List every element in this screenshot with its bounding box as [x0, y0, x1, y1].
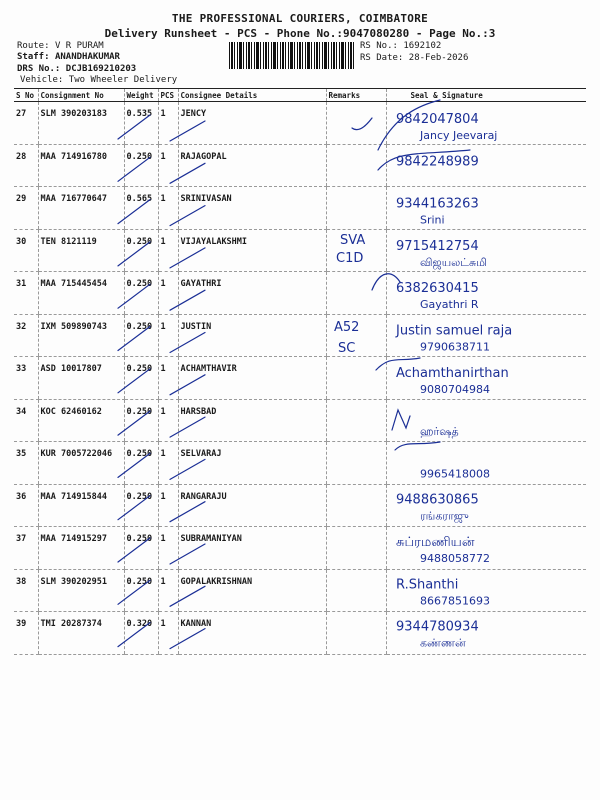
signature-text: 6382630415 — [396, 281, 479, 297]
cell-weight: 0.565 — [124, 187, 158, 230]
drs-value: DCJB169210203 — [65, 64, 137, 74]
col-header-sno: S No — [14, 89, 38, 102]
signature-text: 9344780934 — [396, 619, 479, 635]
cell-sno: 35 — [14, 442, 38, 485]
signature-text: 8667851693 — [420, 594, 490, 608]
cell-signature — [386, 144, 586, 187]
cell-consignee: JUSTIN — [178, 314, 326, 357]
signature-text: 9965418008 — [420, 467, 490, 481]
staff-label: Staff: — [17, 52, 50, 62]
signature-text: 9842248989 — [396, 154, 479, 170]
cell-signature — [386, 357, 586, 400]
cell-remarks — [326, 314, 386, 357]
cell-pcs: 1 — [158, 527, 178, 570]
cell-sno: 32 — [14, 314, 38, 357]
signature-text: Jancy Jeevaraj — [420, 129, 498, 142]
cell-consignee: RANGARAJU — [178, 484, 326, 527]
route-line — [17, 41, 104, 51]
cell-weight: 0.250 — [124, 357, 158, 400]
cell-signature — [386, 569, 586, 612]
rs-no-label: RS No.: — [360, 41, 398, 51]
cell-pcs: 1 — [158, 357, 178, 400]
cell-remarks — [326, 144, 386, 187]
cell-consignee: VIJAYALAKSHMI — [178, 229, 326, 272]
signature-text: R.Shanthi — [396, 577, 459, 593]
cell-consignment: KOC 62460162 — [38, 399, 124, 442]
remark-text: SVA — [340, 233, 366, 248]
cell-pcs: 1 — [158, 272, 178, 315]
cell-weight: 0.250 — [124, 272, 158, 315]
table-row — [14, 102, 586, 145]
remark-text: SC — [338, 341, 356, 356]
signature-text: 9842047804 — [396, 112, 479, 127]
cell-consignment: MAA 714915297 — [38, 527, 124, 570]
vehicle-line — [20, 75, 177, 85]
vehicle-value: Two Wheeler Delivery — [68, 75, 178, 85]
cell-pcs: 1 — [158, 484, 178, 527]
cell-sno: 31 — [14, 272, 38, 315]
cell-consignee: ACHAMTHAVIR — [178, 357, 326, 400]
cell-consignment: MAA 714916780 — [38, 144, 124, 187]
cell-consignee: RAJAGOPAL — [178, 144, 326, 187]
cell-remarks — [326, 102, 386, 145]
cell-pcs: 1 — [158, 314, 178, 357]
cell-weight: 0.250 — [124, 399, 158, 442]
cell-weight: 0.250 — [124, 229, 158, 272]
document-subtitle: Delivery Runsheet - PCS - Phone No.:9047080280 - Page No.:3 — [104, 27, 496, 40]
signature-text: Gayathri R — [420, 298, 479, 312]
cell-consignee: SELVARAJ — [178, 442, 326, 485]
cell-consignee: GOPALAKRISHNAN — [178, 569, 326, 612]
cell-consignment: SLM 390202951 — [38, 569, 124, 612]
signature-text: விஜயலட்சுமி — [420, 255, 488, 269]
signature-text: கண்ணன் — [420, 636, 466, 650]
col-header-pcs: PCS — [158, 89, 178, 102]
cell-sno: 39 — [14, 612, 38, 655]
signature-text: Achamthanirthan — [396, 365, 509, 381]
cell-sno: 30 — [14, 229, 38, 272]
cell-pcs: 1 — [158, 612, 178, 655]
table-row — [14, 442, 586, 485]
table-row — [14, 569, 586, 612]
cell-sno: 29 — [14, 187, 38, 230]
cell-remarks — [326, 272, 386, 315]
table-row — [14, 527, 586, 570]
table-row — [14, 484, 586, 527]
cell-signature — [386, 399, 586, 442]
cell-pcs: 1 — [158, 569, 178, 612]
cell-sno: 27 — [14, 102, 38, 145]
cell-consignment: TEN 8121119 — [38, 229, 124, 272]
signature-text: Srini — [420, 213, 445, 227]
cell-signature — [386, 229, 586, 272]
col-header-remarks: Remarks — [326, 89, 386, 102]
cell-consignee: KANNAN — [178, 612, 326, 655]
cell-consignment: TMI 20287374 — [38, 612, 124, 655]
cell-signature — [386, 442, 586, 485]
cell-signature — [386, 314, 586, 357]
cell-remarks — [326, 442, 386, 485]
cell-pcs: 1 — [158, 399, 178, 442]
table-row — [14, 144, 586, 187]
cell-consignment: SLM 390203183 — [38, 102, 124, 145]
table-row — [14, 187, 586, 230]
cell-consignee: JENCY — [178, 102, 326, 145]
cell-signature — [386, 612, 586, 655]
drs-label: DRS No.: — [17, 64, 61, 74]
cell-remarks — [326, 357, 386, 400]
cell-weight: 0.250 — [124, 144, 158, 187]
cell-signature — [386, 187, 586, 230]
cell-remarks — [326, 229, 386, 272]
staff-line — [17, 52, 120, 62]
cell-consignment: KUR 7005722046 — [38, 442, 124, 485]
cell-pcs: 1 — [158, 102, 178, 145]
cell-pcs: 1 — [158, 229, 178, 272]
cell-sno: 28 — [14, 144, 38, 187]
document-title: THE PROFESSIONAL COURIERS, COIMBATORE — [171, 12, 429, 25]
drs-line — [17, 64, 136, 74]
rs-no-value: 1692102 — [403, 41, 442, 51]
signature-text: Justin samuel raja — [396, 323, 513, 339]
cell-consignment: IXM 509890743 — [38, 314, 124, 357]
signature-text: சுப்ரமணியன் — [396, 535, 475, 550]
cell-signature — [386, 272, 586, 315]
cell-pcs: 1 — [158, 442, 178, 485]
cell-weight: 0.250 — [124, 484, 158, 527]
col-header-signature: Seal & Signature — [386, 89, 586, 102]
cell-sno: 34 — [14, 399, 38, 442]
signature-text: 9715412754 — [396, 238, 479, 254]
cell-remarks — [326, 569, 386, 612]
col-header-consignee: Consignee Details — [178, 89, 326, 102]
cell-consignee: HARSBAD — [178, 399, 326, 442]
cell-pcs: 1 — [158, 187, 178, 230]
signature-text: 9488630865 — [396, 492, 479, 508]
rs-date-line — [360, 53, 468, 63]
cell-weight: 0.250 — [124, 314, 158, 357]
signature-text: 9344163263 — [396, 196, 479, 212]
remark-text: A52 — [334, 320, 360, 335]
rs-date-value: 28-Feb-2026 — [408, 53, 469, 63]
route-value: V R PURAM — [54, 41, 104, 51]
cell-sno: 36 — [14, 484, 38, 527]
cell-consignment: ASD 10017807 — [38, 357, 124, 400]
cell-consignment: MAA 715445454 — [38, 272, 124, 315]
cell-remarks — [326, 187, 386, 230]
signature-text: ஹர்ஷத் — [420, 425, 459, 439]
rs-date-label: RS Date: — [360, 53, 404, 63]
runsheet-table — [14, 88, 586, 655]
cell-signature — [386, 527, 586, 570]
signature-text: 9080704984 — [420, 382, 490, 396]
cell-signature — [386, 484, 586, 527]
col-header-weight: Weight — [124, 89, 158, 102]
barcode-image — [229, 42, 355, 69]
cell-sno: 37 — [14, 527, 38, 570]
table-row — [14, 272, 586, 315]
table-row — [14, 357, 586, 400]
cell-weight: 0.250 — [124, 527, 158, 570]
cell-weight: 0.250 — [124, 442, 158, 485]
cell-weight: 0.535 — [124, 102, 158, 145]
cell-consignment: MAA 716770647 — [38, 187, 124, 230]
cell-sno: 38 — [14, 569, 38, 612]
staff-value: ANANDHAKUMAR — [54, 52, 120, 62]
table-row — [14, 314, 586, 357]
table-row — [14, 612, 586, 655]
col-header-consignment: Consignment No — [38, 89, 124, 102]
table-row — [14, 229, 586, 272]
signature-text: ரங்கராஜு — [420, 509, 469, 523]
route-label: Route: — [17, 41, 50, 51]
cell-remarks — [326, 612, 386, 655]
cell-pcs: 1 — [158, 144, 178, 187]
cell-consignee: SRINIVASAN — [178, 187, 326, 230]
cell-consignment: MAA 714915844 — [38, 484, 124, 527]
vehicle-label: Vehicle: — [20, 75, 64, 85]
cell-sno: 33 — [14, 357, 38, 400]
cell-consignee: GAYATHRI — [178, 272, 326, 315]
signature-text: 9488058772 — [420, 552, 490, 565]
cell-consignee: SUBRAMANIYAN — [178, 527, 326, 570]
cell-remarks — [326, 527, 386, 570]
cell-remarks — [326, 399, 386, 442]
table-header-row — [14, 89, 586, 102]
cell-weight: 0.250 — [124, 569, 158, 612]
table-row — [14, 399, 586, 442]
cell-signature — [386, 102, 586, 145]
remark-text: C1D — [336, 251, 364, 266]
cell-weight: 0.320 — [124, 612, 158, 655]
signature-text: 9790638711 — [420, 340, 490, 354]
cell-remarks — [326, 484, 386, 527]
rs-no-line — [360, 41, 441, 51]
